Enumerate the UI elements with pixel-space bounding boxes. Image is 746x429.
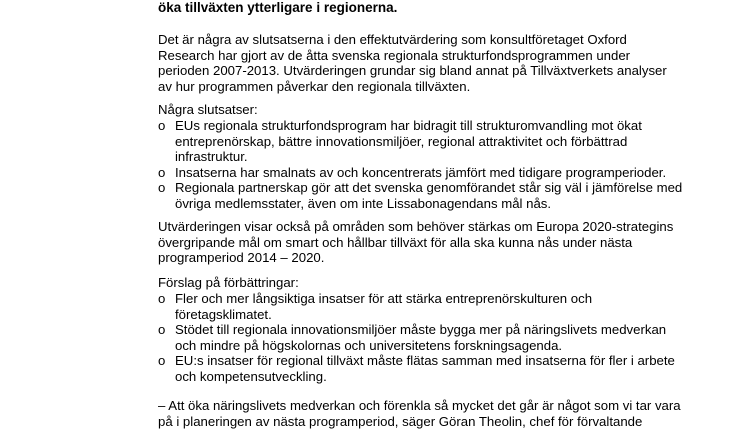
- text-line: och mindre på högskolornas och universitetens forskningsagenda.: [175, 337, 563, 353]
- text-line: Stödet till regionala innovationsmiljöer måste bygga mer på näringslivets medverkan: [175, 322, 667, 338]
- evaluation-paragraph: [158, 219, 673, 266]
- text-line: företagsklimatet.: [175, 306, 272, 322]
- text-line: övriga medlemsstater, även om inte Lissabonagendans mål nås.: [175, 195, 552, 211]
- text-line: programperiod 2014 – 2020.: [158, 250, 325, 266]
- text-line: på i planeringen av nästa programperiod, säger Göran Theolin, chef för förvaltande: [158, 413, 643, 429]
- text-line: Regionala partnerskap gör att det svenska genomförandet står sig väl i jämförelse med: [175, 180, 683, 196]
- improvements-label: Förslag på förbättringar:: [158, 275, 299, 290]
- list-item: [158, 353, 675, 384]
- text-line: Det är några av slutsatserna i den effektutvärdering som konsultföretaget Oxford: [158, 32, 627, 47]
- bullet: o: [158, 118, 166, 133]
- text-line: Research har gjort av de åtta svenska regionala strukturfondsprogrammen under: [158, 47, 631, 63]
- list-item: [158, 291, 675, 322]
- bullet: o: [158, 164, 166, 180]
- text-line: Insatserna har smalnats av och koncentrerats jämfört med tidigare programperioder.: [175, 164, 667, 180]
- list-item: [158, 118, 682, 165]
- bullet: o: [158, 291, 166, 306]
- bullet: o: [158, 353, 166, 369]
- quote-paragraph: [158, 398, 681, 429]
- text-line: Utvärderingen visar också på områden som behöver stärkas om Europa 2020-strategins: [158, 219, 674, 234]
- improvements-list: [158, 291, 675, 385]
- bullet: o: [158, 322, 166, 338]
- text-line: entreprenörskap, bättre innovationsmiljöer, regional attraktivitet och förbättrad: [175, 133, 628, 149]
- conclusions-list: [158, 118, 682, 212]
- list-item: [158, 165, 682, 181]
- text-line: perioden 2007-2013. Utvärderingen grundar sig bland annat på Tillväxtverkets analyser: [158, 63, 667, 79]
- text-line: infrastruktur.: [175, 149, 248, 165]
- text-line: Fler och mer långsiktiga insatser för att stärka entreprenörskulturen och: [175, 291, 593, 306]
- intro-paragraph: [158, 32, 667, 94]
- text-line: övergripande mål om smart och hållbar tillväxt för alla ska kunna nås under nästa: [158, 234, 633, 250]
- list-item: [158, 322, 675, 353]
- text-line: EUs regionala strukturfondsprogram har bidragit till strukturomvandling mot ökat: [175, 118, 642, 133]
- list-item: [158, 180, 682, 211]
- text-line: – Att öka näringslivets medverkan och förenkla så mycket det går är något som vi tar vara: [158, 398, 681, 413]
- heading: öka tillväxten ytterligare i regionerna.: [158, 0, 398, 15]
- text-line: av hur programmen påverkar den regionala tillväxten.: [158, 78, 471, 94]
- text-line: EU:s insatser för regional tillväxt måste flätas samman med insatserna för fler i arbete: [175, 353, 675, 369]
- text-line: och kompetensutveckling.: [175, 368, 327, 384]
- conclusions-label: Några slutsatser:: [158, 102, 258, 117]
- bullet: o: [158, 180, 166, 196]
